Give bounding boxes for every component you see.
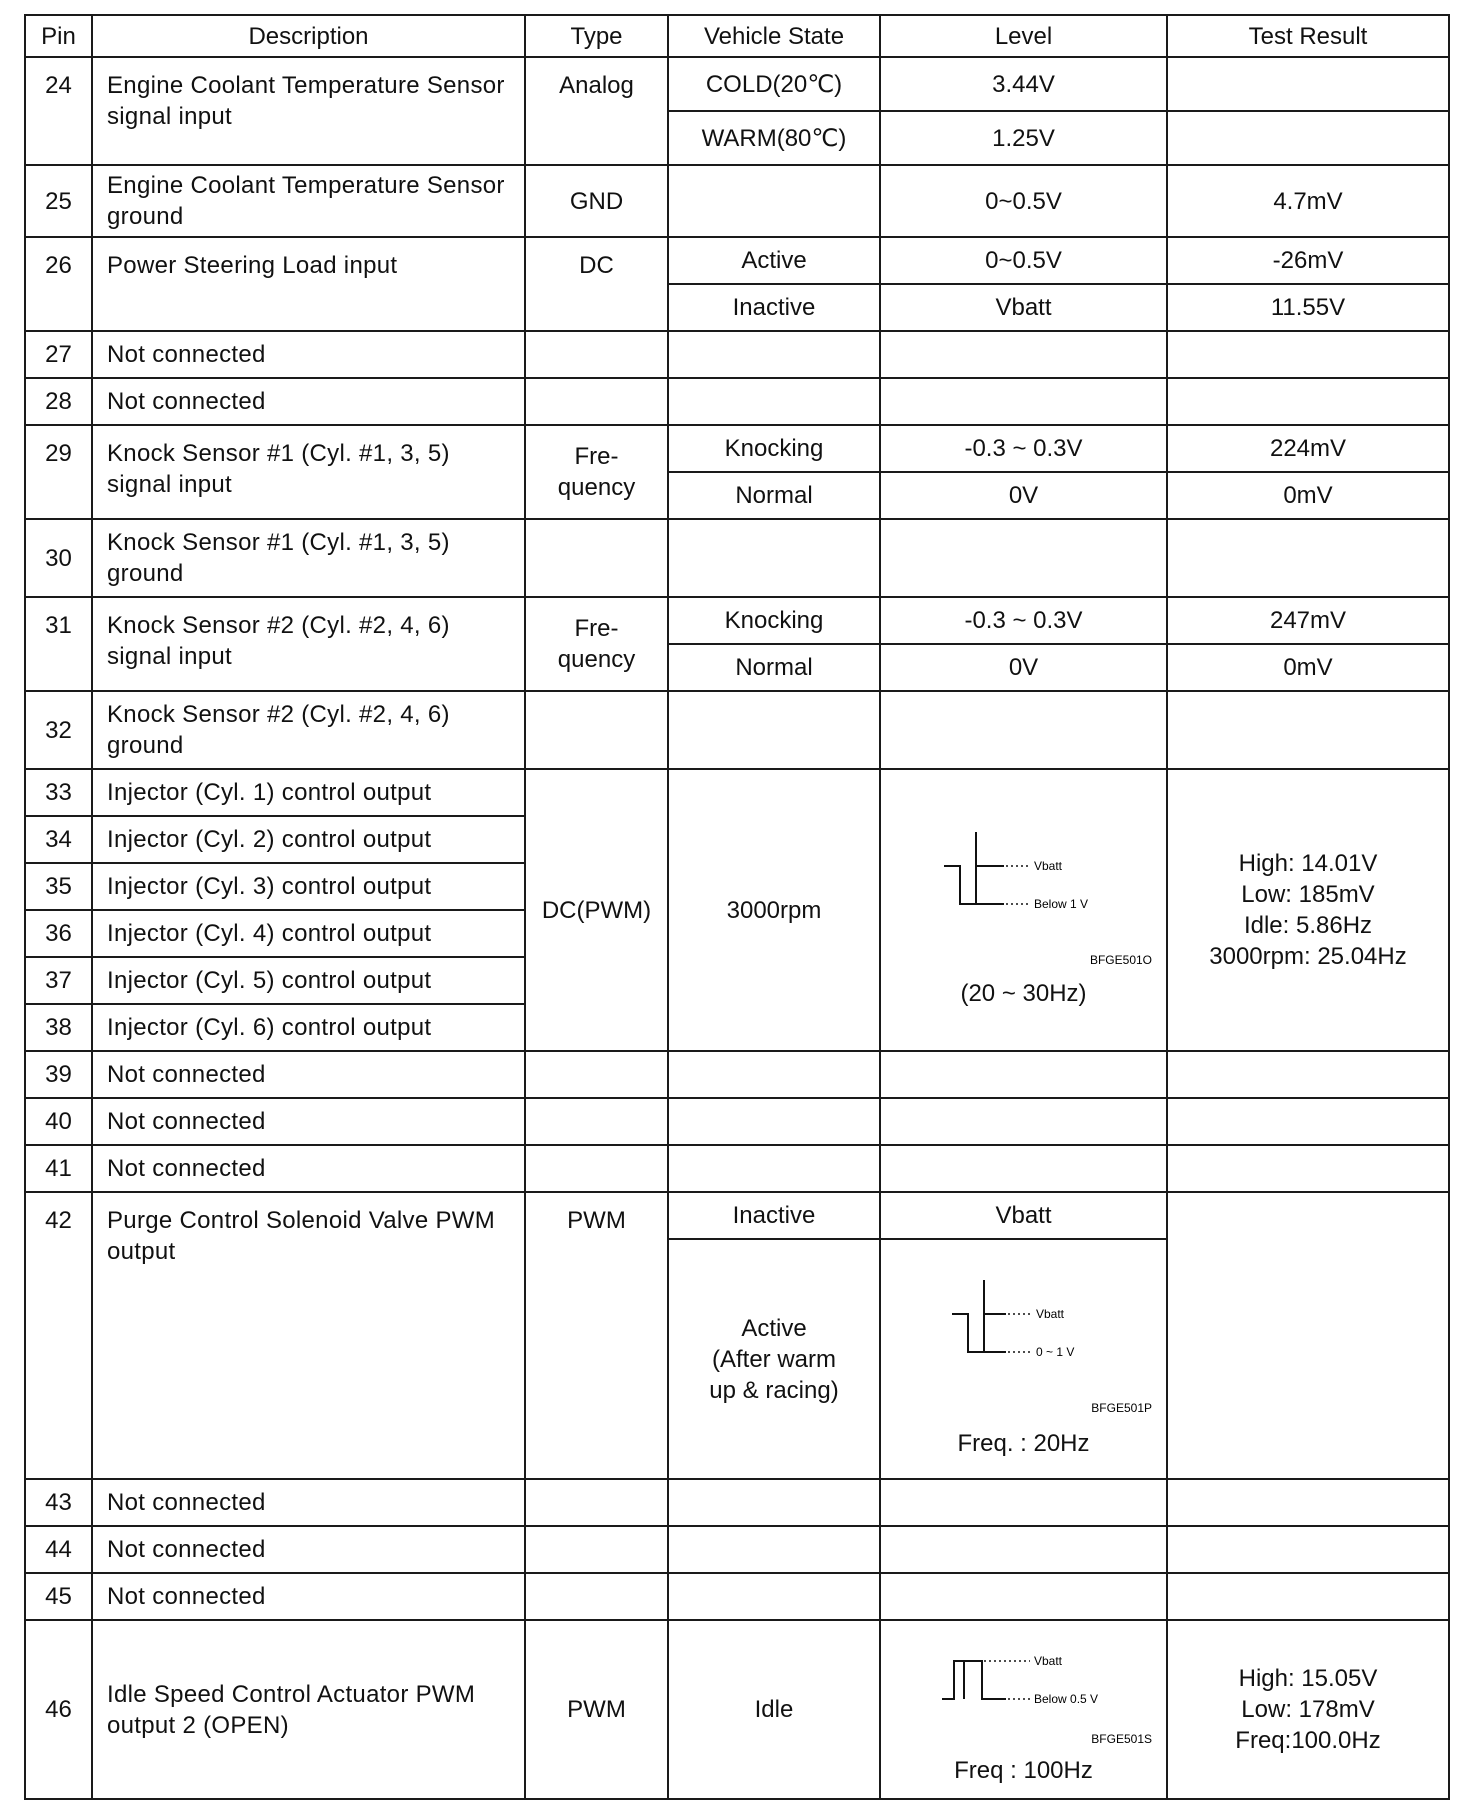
waveform-label-low: Below 0.5 V [1033,1692,1098,1706]
isc-waveform-figure [894,1633,1154,1751]
level: 0V [880,472,1167,519]
pin-number: 42 [25,1192,92,1479]
type: PWM [525,1620,668,1799]
test-result [1167,769,1449,1051]
test-result [1167,1620,1449,1799]
table-row [25,1479,1449,1526]
level [880,769,1167,1051]
level [880,1620,1167,1799]
description: Not connected [92,1479,525,1526]
table-row [25,1145,1449,1192]
level: 0~0.5V [880,237,1167,284]
table-row [25,165,1449,237]
table-row [25,378,1449,425]
type: PWM [525,1192,668,1479]
pin-number: 36 [25,910,92,957]
result-low: Low: 185mV [1241,881,1375,908]
vehicle-state: WARM(80℃) [668,111,880,165]
pin-number: 39 [25,1051,92,1098]
description: Injector (Cyl. 4) control output [92,910,525,957]
type: GND [525,165,668,237]
vehicle-state: Inactive [668,284,880,331]
test-result [1167,1192,1449,1479]
pin-number: 37 [25,957,92,1004]
header-level: Level [880,15,1167,57]
pin-number: 30 [25,519,92,597]
pin-number: 43 [25,1479,92,1526]
pin-number: 44 [25,1526,92,1573]
vehicle-state: Knocking [668,425,880,472]
figure-code: BFGE501O [1089,952,1152,967]
description: Not connected [92,1098,525,1145]
description: Power Steering Load input [92,237,525,331]
waveform-label-low: Below 1 V [1033,896,1088,911]
table-row [25,425,1449,472]
result-high: High: 15.05V [1238,1665,1378,1692]
pin-number: 35 [25,863,92,910]
pin-number: 46 [25,1620,92,1799]
table-row [25,237,1449,284]
test-result: -26mV [1167,237,1449,284]
table-row [25,331,1449,378]
description: Idle Speed Control Actuator PWM output 2 (OPEN) [92,1620,525,1799]
description: Knock Sensor #1 (Cyl. #1, 3, 5) signal input [92,425,525,519]
description: Not connected [92,1051,525,1098]
pin-number: 27 [25,331,92,378]
description: Knock Sensor #1 (Cyl. #1, 3, 5) ground [92,519,525,597]
header-pin: Pin [25,15,92,57]
description: Not connected [92,1145,525,1192]
description: Injector (Cyl. 6) control output [92,1004,525,1051]
pin-number: 25 [25,165,92,237]
figure-code: BFGE501S [1090,1732,1152,1746]
vehicle-state: Normal [668,644,880,691]
description: Not connected [92,331,525,378]
waveform-label-high: Vbatt [1035,1306,1064,1321]
figure-code: BFGE501P [1090,1400,1152,1415]
test-result [1167,57,1449,111]
header-row [25,15,1449,57]
header-description: Description [92,15,525,57]
test-result: 0mV [1167,644,1449,691]
description: Not connected [92,378,525,425]
level: -0.3 ~ 0.3V [880,597,1167,644]
pin-number: 45 [25,1573,92,1620]
level [880,1239,1167,1479]
table-row [25,597,1449,644]
waveform-label-low: 0 ~ 1 V [1035,1344,1074,1359]
vehicle-state: COLD(20℃) [668,57,880,111]
header-test-result: Test Result [1167,15,1449,57]
type: Fre- quency [525,425,668,519]
pin-number: 40 [25,1098,92,1145]
description: Injector (Cyl. 5) control output [92,957,525,1004]
description: Knock Sensor #2 (Cyl. #2, 4, 6) signal input [92,597,525,691]
result-rpm: 3000rpm: 25.04Hz [1209,943,1407,970]
pin-number: 33 [25,769,92,816]
table-row [25,1620,1449,1799]
waveform-label-high: Vbatt [1033,1654,1062,1668]
test-result: 247mV [1167,597,1449,644]
test-result: 11.55V [1167,284,1449,331]
level: 3.44V [880,57,1167,111]
header-type: Type [525,15,668,57]
test-result: 0mV [1167,472,1449,519]
waveform-label-high: Vbatt [1033,858,1062,873]
description: Engine Coolant Temperature Sensor signal input [92,57,525,165]
table-row [25,1526,1449,1573]
table-row [25,519,1449,597]
description: Injector (Cyl. 3) control output [92,863,525,910]
description: Injector (Cyl. 2) control output [92,816,525,863]
waveform-trace [952,1314,1006,1352]
frequency-note: Freq : 100Hz [954,1757,1093,1784]
result-idle: Idle: 5.86Hz [1243,912,1373,939]
type: Fre- quency [525,597,668,691]
type: DC(PWM) [525,769,668,1051]
table-row [25,769,1449,816]
type: Analog [525,57,668,165]
result-freq: Freq:100.0Hz [1235,1727,1381,1754]
test-result: 4.7mV [1167,165,1449,237]
pin-number: 28 [25,378,92,425]
result-low: Low: 178mV [1241,1696,1375,1723]
vehicle-state: Active (After warm up & racing) [668,1239,880,1479]
pin-number: 26 [25,237,92,331]
injector-waveform-figure [894,812,1154,972]
level: -0.3 ~ 0.3V [880,425,1167,472]
type: DC [525,237,668,331]
table-row [25,57,1449,111]
pin-number: 31 [25,597,92,691]
pin-number: 29 [25,425,92,519]
level: 0~0.5V [880,165,1167,237]
pin-table [24,14,1450,1800]
description: Engine Coolant Temperature Sensor ground [92,165,525,237]
description: Purge Control Solenoid Valve PWM output [92,1192,525,1479]
table-row [25,1098,1449,1145]
vehicle-state: Normal [668,472,880,519]
purge-waveform-figure [894,1260,1154,1420]
level: 0V [880,644,1167,691]
vehicle-state: 3000rpm [668,769,880,1051]
vehicle-state: Knocking [668,597,880,644]
pin-number: 32 [25,691,92,769]
level: Vbatt [880,284,1167,331]
pin-number: 24 [25,57,92,165]
description: Knock Sensor #2 (Cyl. #2, 4, 6) ground [92,691,525,769]
table-row [25,1573,1449,1620]
vehicle-state: Active [668,237,880,284]
description: Not connected [92,1526,525,1573]
frequency-note: (20 ~ 30Hz) [960,979,1087,1007]
table-row [25,691,1449,769]
table-row [25,1192,1449,1239]
description: Injector (Cyl. 1) control output [92,769,525,816]
table-row [25,1051,1449,1098]
waveform-trace [942,1661,1006,1699]
vehicle-state [668,165,880,237]
vehicle-state: Inactive [668,1192,880,1239]
vehicle-state: Idle [668,1620,880,1799]
pin-number: 38 [25,1004,92,1051]
frequency-note: Freq. : 20Hz [957,1429,1090,1457]
pin-number: 34 [25,816,92,863]
level: 1.25V [880,111,1167,165]
test-result [1167,111,1449,165]
header-vehicle-state: Vehicle State [668,15,880,57]
description: Not connected [92,1573,525,1620]
pin-number: 41 [25,1145,92,1192]
waveform-trace [944,866,1004,904]
test-result: 224mV [1167,425,1449,472]
result-high: High: 14.01V [1238,850,1378,877]
level: Vbatt [880,1192,1167,1239]
